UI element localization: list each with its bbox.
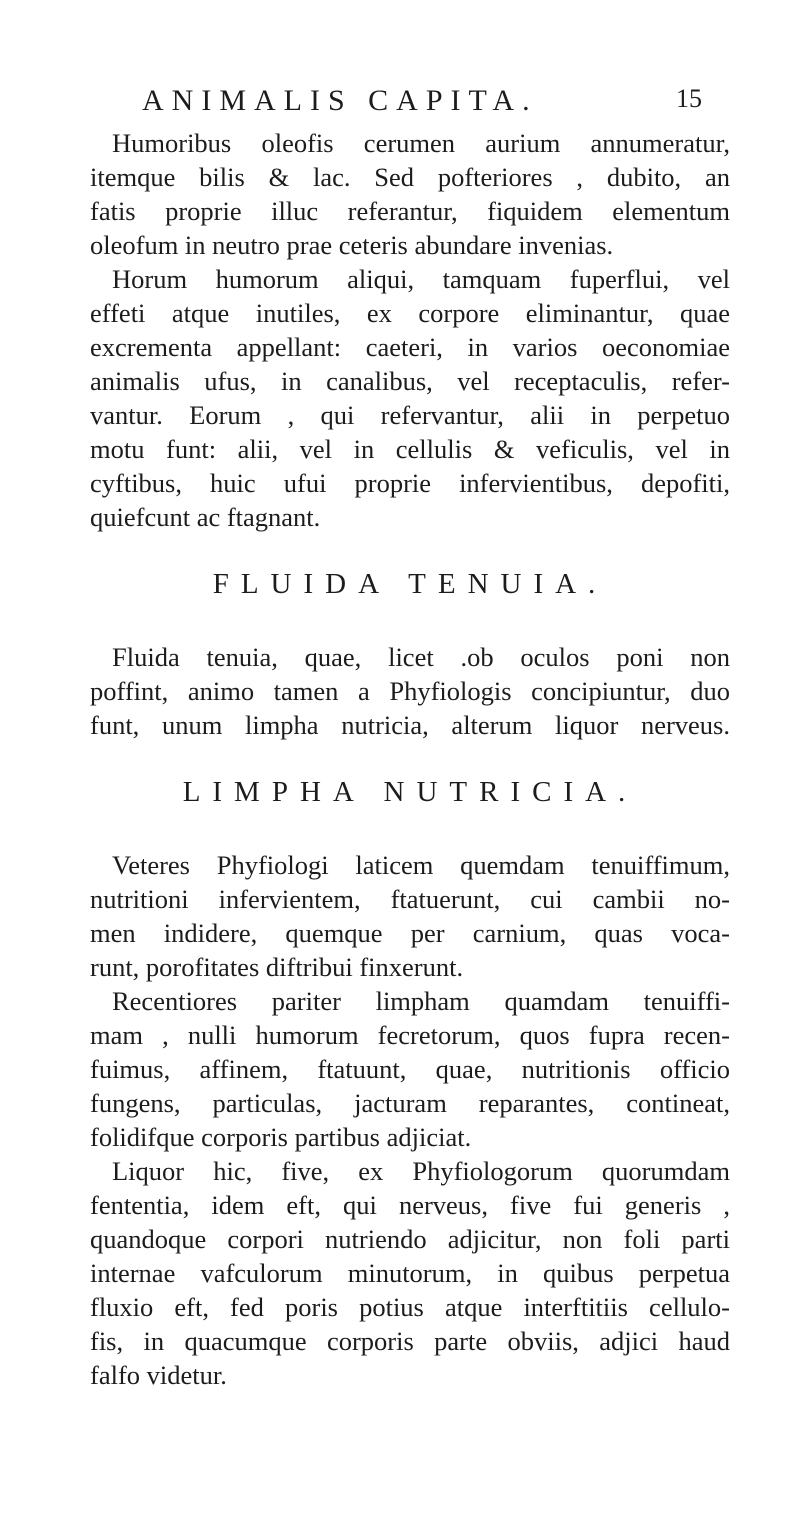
- text-line: quiefcunt ac ftagnant.: [90, 502, 321, 532]
- text-line: cyftibus, huic ufui proprie infervientibus, depofiti,: [90, 468, 730, 498]
- page-number: 15: [676, 84, 702, 113]
- text-line: Recentiores pariter limpham quamdam tenuiffi-: [112, 986, 730, 1016]
- text-line: internae vafculorum minutorum, in quibus perpetua: [90, 1258, 730, 1288]
- text-line: fluxio eft, fed poris potius atque interftitiis cellulo-: [90, 1292, 730, 1322]
- text-line: fententia, idem eft, qui nerveus, five fui generis ,: [90, 1190, 730, 1220]
- text-line: fungens, particulas, jacturam reparantes, contineat,: [90, 1088, 730, 1118]
- text-line: men indidere, quemque per carnium, quas voca-: [90, 918, 730, 948]
- text-line: Veteres Phyfiologi laticem quemdam tenuiffimum,: [112, 850, 730, 880]
- text-line: itemque bilis & lac. Sed pofteriores , dubito, an: [90, 162, 730, 192]
- text-line: Humoribus oleofis cerumen aurium annumeratur,: [112, 128, 730, 158]
- section-heading-limpha: LIMPHA NUTRICIA.: [182, 776, 638, 808]
- text-line: poffint, animo tamen a Phyfiologis concipiuntur, duo: [90, 676, 730, 706]
- text-line: Fluida tenuia, quae, licet .ob oculos poni non: [112, 642, 730, 672]
- text-line: mam , nulli humorum fecretorum, quos fupra recen-: [90, 1020, 730, 1050]
- text-line: falfo videtur.: [90, 1360, 227, 1390]
- section-heading-fluida: FLUIDA TENUIA.: [212, 568, 608, 600]
- text-line: funt, unum limpha nutricia, alterum liquor nerveus.: [90, 710, 730, 740]
- text-line: fatis proprie illuc referantur, fiquidem elementum: [90, 196, 730, 226]
- text-line: quandoque corpori nutriendo adjicitur, non foli parti: [90, 1224, 730, 1254]
- text-line: excrementa appellant: caeteri, in varios oeconomiae: [90, 332, 730, 362]
- text-line: fis, in quacumque corporis parte obviis, adjici haud: [90, 1326, 730, 1356]
- text-line: Liquor hic, five, ex Phyfiologorum quorumdam: [112, 1156, 730, 1186]
- running-head-title: ANIMALIS CAPITA.: [142, 84, 538, 117]
- text-line: effeti atque inutiles, ex corpore eliminantur, quae: [90, 298, 730, 328]
- text-line: folidifque corporis partibus adjiciat.: [90, 1122, 472, 1152]
- text-line: nutritioni infervientem, ftatuerunt, cui cambii no-: [90, 884, 730, 914]
- text-line: Horum humorum aliqui, tamquam fuperflui, vel: [112, 264, 730, 294]
- text-line: vantur. Eorum , qui refervantur, alii in perpetuo: [90, 400, 730, 430]
- text-line: motu funt: alii, vel in cellulis & veficulis, vel in: [90, 434, 730, 464]
- running-head: [142, 84, 702, 128]
- text-line: fuimus, affinem, ftatuunt, quae, nutritionis officio: [90, 1054, 730, 1084]
- text-line: runt, porofitates diftribui finxerunt.: [90, 952, 464, 982]
- text-line: oleofum in neutro prae ceteris abundare invenias.: [90, 230, 614, 260]
- text-line: animalis ufus, in canalibus, vel receptaculis, refer-: [90, 366, 730, 396]
